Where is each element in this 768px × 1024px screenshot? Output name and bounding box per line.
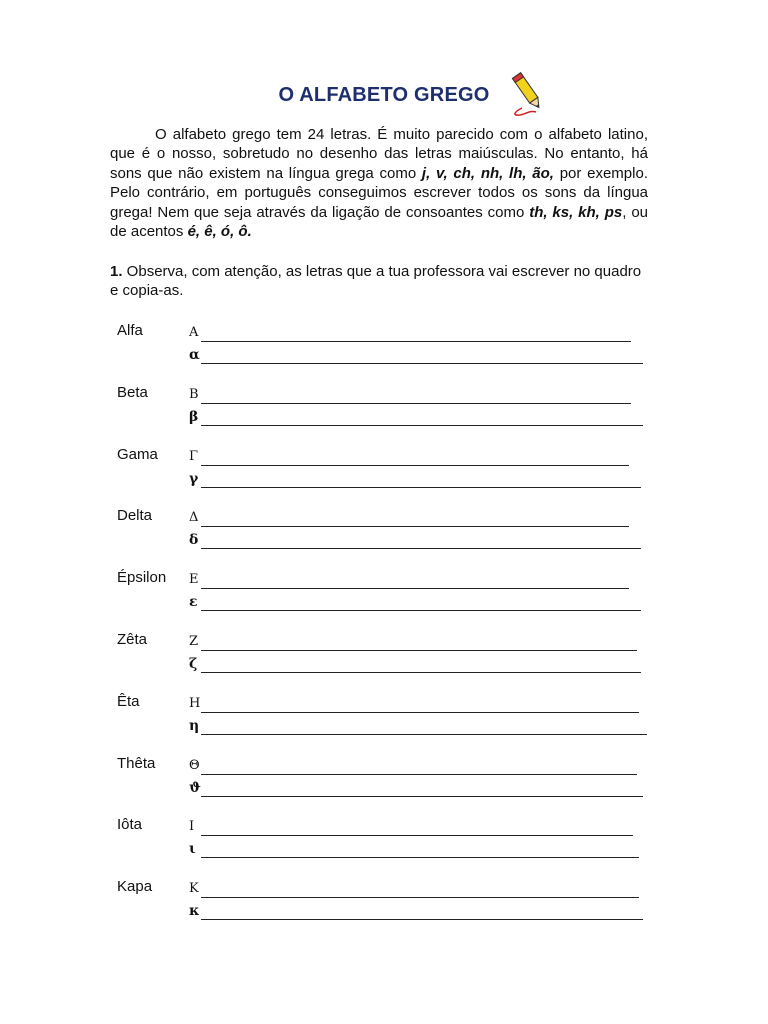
letter-row	[0, 755, 768, 799]
writing-line[interactable]	[201, 698, 639, 713]
letter-row	[0, 693, 768, 737]
uppercase-letter: Α	[189, 325, 199, 340]
uppercase-copy-line	[189, 322, 631, 342]
uppercase-copy-line	[189, 507, 629, 527]
letter-name: Kapa	[117, 878, 153, 896]
writing-line[interactable]	[201, 574, 629, 589]
uppercase-letter: Θ	[189, 757, 200, 773]
letter-row	[0, 507, 768, 551]
uppercase-letter: Η	[189, 695, 201, 711]
writing-line[interactable]	[201, 349, 643, 364]
writing-line[interactable]	[201, 821, 633, 836]
uppercase-copy-line	[189, 816, 633, 836]
lowercase-letter: ζ	[189, 656, 198, 672]
lowercase-copy-line	[189, 715, 647, 735]
letter-name: Thêta	[117, 754, 156, 772]
letter-row	[0, 878, 768, 922]
intro-bold-2: th, ks, kh, ps	[529, 203, 623, 221]
writing-line[interactable]	[201, 720, 647, 735]
lowercase-letter: ι	[189, 841, 196, 858]
question-1	[110, 262, 650, 301]
uppercase-letter: Ζ	[189, 634, 199, 649]
title-container	[0, 84, 768, 107]
letter-row	[0, 631, 768, 675]
uppercase-copy-line	[189, 755, 637, 775]
lowercase-letter: α	[189, 347, 200, 363]
lowercase-letter: ε	[189, 594, 198, 611]
writing-line[interactable]	[201, 760, 637, 775]
writing-line[interactable]	[201, 905, 643, 920]
question-number: 1.	[110, 263, 123, 280]
intro-text-1: O alfabeto grego tem 24 letras. É muito parecido com o alfabeto latino, que é o nosso, sobretudo no desenho das letras maiúsculas. No entanto, há sons que não existem na língua grega como	[110, 126, 648, 182]
writing-line[interactable]	[201, 411, 643, 426]
lowercase-copy-line	[189, 653, 641, 673]
uppercase-copy-line	[189, 631, 637, 651]
lowercase-letter: γ	[189, 470, 199, 487]
intro-bold-1: j, v, ch, nh, lh, ão,	[421, 164, 554, 182]
letter-row	[0, 446, 768, 490]
lowercase-copy-line	[189, 406, 643, 426]
writing-line[interactable]	[201, 512, 629, 527]
lowercase-letter: β	[189, 408, 199, 425]
writing-line[interactable]	[201, 843, 639, 858]
letter-name: Beta	[117, 383, 148, 401]
letter-name: Delta	[117, 507, 153, 525]
lowercase-copy-line	[189, 900, 643, 920]
lowercase-copy-line	[189, 838, 639, 858]
lowercase-copy-line	[189, 777, 643, 797]
uppercase-letter: Κ	[189, 881, 199, 897]
uppercase-copy-line	[189, 693, 639, 713]
lowercase-copy-line	[189, 468, 641, 488]
letter-row	[0, 816, 768, 860]
question-text: Observa, com atenção, as letras que a tua professora vai escrever no quadro e copia-as.	[110, 263, 642, 300]
writing-line[interactable]	[201, 451, 629, 466]
letter-name: Êta	[117, 692, 140, 710]
uppercase-letter: Γ	[189, 448, 199, 464]
page-title: O ALFABETO GREGO	[278, 84, 490, 106]
uppercase-copy-line	[189, 446, 629, 466]
letter-row	[0, 322, 768, 366]
letter-row	[0, 384, 768, 428]
writing-line[interactable]	[201, 596, 641, 611]
lowercase-letter: δ	[189, 532, 199, 549]
lowercase-copy-line	[189, 591, 641, 611]
writing-line[interactable]	[201, 883, 639, 898]
letter-name: Iôta	[117, 816, 143, 834]
uppercase-letter: Β	[189, 386, 199, 402]
uppercase-copy-line	[189, 878, 639, 898]
uppercase-letter: Ι	[189, 819, 195, 835]
pencil-icon	[508, 70, 548, 116]
writing-line[interactable]	[201, 782, 643, 797]
lowercase-copy-line	[189, 344, 643, 364]
writing-line[interactable]	[201, 473, 641, 488]
lowercase-letter: η	[189, 717, 200, 734]
letter-name: Zêta	[117, 631, 148, 648]
intro-text-3: , ou de acentos	[110, 203, 648, 241]
uppercase-copy-line	[189, 569, 629, 589]
writing-line[interactable]	[201, 327, 631, 342]
writing-line[interactable]	[201, 534, 641, 549]
writing-line[interactable]	[201, 658, 641, 673]
letter-name: Épsilon	[117, 569, 167, 587]
writing-line[interactable]	[201, 389, 631, 404]
letter-row	[0, 569, 768, 613]
uppercase-letter: Ε	[189, 572, 199, 588]
uppercase-letter: Δ	[189, 510, 199, 526]
lowercase-copy-line	[189, 529, 641, 549]
uppercase-copy-line	[189, 384, 631, 404]
lowercase-letter: ϑ	[189, 779, 201, 796]
intro-paragraph	[110, 125, 648, 241]
lowercase-letter: κ	[189, 903, 200, 920]
intro-text-2: por exemplo. Pelo contrário, em português conseguimos escrever todos os sons da língua grega! Nem que seja através da ligação de consoantes como	[110, 164, 648, 221]
letter-name: Alfa	[117, 322, 143, 339]
intro-bold-3: é, ê, ó, ô.	[187, 223, 252, 241]
letter-name: Gama	[117, 445, 158, 463]
writing-line[interactable]	[201, 636, 637, 651]
